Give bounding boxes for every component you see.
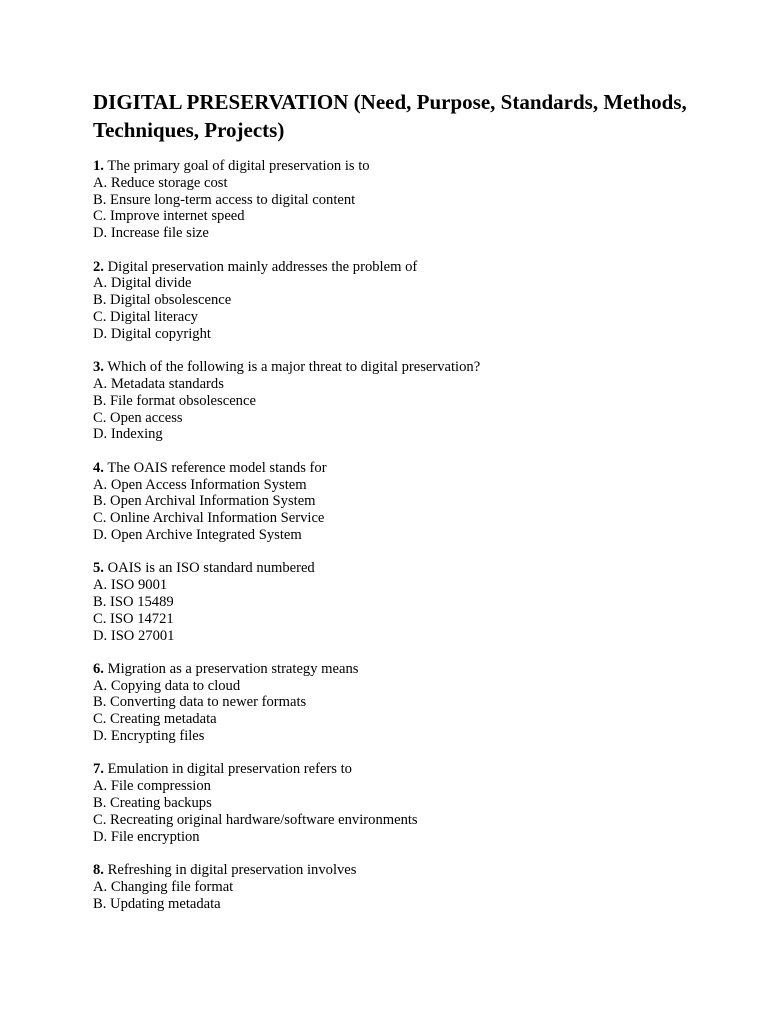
- question-stem: [93, 359, 733, 376]
- question-text: Emulation in digital preservation refers to: [107, 761, 352, 778]
- question-number: 4.: [93, 459, 104, 476]
- answer-option: A. Changing file format: [93, 878, 234, 895]
- question-stem: [93, 560, 733, 577]
- answer-option: C. Open access: [93, 409, 183, 426]
- question-block: [93, 259, 733, 343]
- answer-option: A. File compression: [93, 778, 211, 795]
- question-number: 3.: [93, 359, 104, 376]
- question-stem: [93, 460, 733, 477]
- answer-option: D. File encryption: [93, 828, 200, 845]
- answer-option: B. Ensure long-term access to digital content: [93, 191, 356, 208]
- answer-option: A. Reduce storage cost: [93, 174, 228, 191]
- answer-option: C. Recreating original hardware/software environments: [93, 811, 418, 828]
- question-text: Migration as a preservation strategy means: [107, 660, 359, 677]
- question-block: [93, 761, 733, 845]
- answer-option: B. Open Archival Information System: [93, 493, 316, 510]
- answer-option: A. ISO 9001: [93, 577, 168, 594]
- answer-option: B. Updating metadata: [93, 895, 221, 912]
- question-stem: [93, 862, 733, 879]
- question-stem: [93, 259, 733, 276]
- question-stem: [93, 761, 733, 778]
- answer-option: B. ISO 15489: [93, 593, 174, 610]
- question-text: Digital preservation mainly addresses the problem of: [107, 258, 418, 275]
- answer-option: C. Creating metadata: [93, 711, 217, 728]
- answer-option: A. Copying data to cloud: [93, 677, 241, 694]
- question-block: [93, 158, 733, 242]
- question-number: 7.: [93, 761, 104, 778]
- answer-option: A. Metadata standards: [93, 375, 224, 392]
- question-number: 5.: [93, 560, 104, 577]
- question-stem: [93, 158, 733, 175]
- question-list: [93, 158, 733, 912]
- question-text: Refreshing in digital preservation involves: [107, 862, 357, 879]
- answer-option: B. File format obsolescence: [93, 392, 256, 409]
- answer-option: C. Online Archival Information Service: [93, 510, 325, 527]
- answer-option: A. Open Access Information System: [93, 476, 307, 493]
- question-block: [93, 862, 733, 912]
- question-stem: [93, 661, 733, 678]
- answer-option: C. Digital literacy: [93, 308, 198, 325]
- question-block: [93, 460, 733, 544]
- answer-option: C. ISO 14721: [93, 610, 174, 627]
- answer-option: B. Creating backups: [93, 795, 212, 812]
- answer-option: B. Digital obsolescence: [93, 292, 232, 309]
- document-page: [93, 88, 733, 929]
- answer-option: C. Improve internet speed: [93, 208, 245, 225]
- question-block: [93, 661, 733, 745]
- answer-option: D. Digital copyright: [93, 325, 211, 342]
- question-text: The primary goal of digital preservation is to: [107, 158, 370, 174]
- document-title: DIGITAL PRESERVATION (Need, Purpose, Standards, Methods, Techniques, Projects): [93, 90, 687, 142]
- question-block: [93, 359, 733, 443]
- answer-option: D. ISO 27001: [93, 627, 175, 644]
- answer-option: B. Converting data to newer formats: [93, 694, 307, 711]
- question-text: OAIS is an ISO standard numbered: [107, 560, 315, 577]
- answer-option: D. Open Archive Integrated System: [93, 526, 302, 543]
- answer-option: D. Encrypting files: [93, 728, 205, 745]
- question-text: Which of the following is a major threat to digital preservation?: [107, 359, 481, 376]
- question-number: 6.: [93, 660, 104, 677]
- question-number: 2.: [93, 258, 104, 275]
- question-number: 8.: [93, 862, 104, 879]
- question-block: [93, 560, 733, 644]
- answer-option: D. Indexing: [93, 426, 163, 443]
- question-text: The OAIS reference model stands for: [107, 459, 327, 476]
- answer-option: A. Digital divide: [93, 275, 192, 292]
- question-number: 1.: [93, 158, 104, 174]
- answer-option: D. Increase file size: [93, 225, 209, 242]
